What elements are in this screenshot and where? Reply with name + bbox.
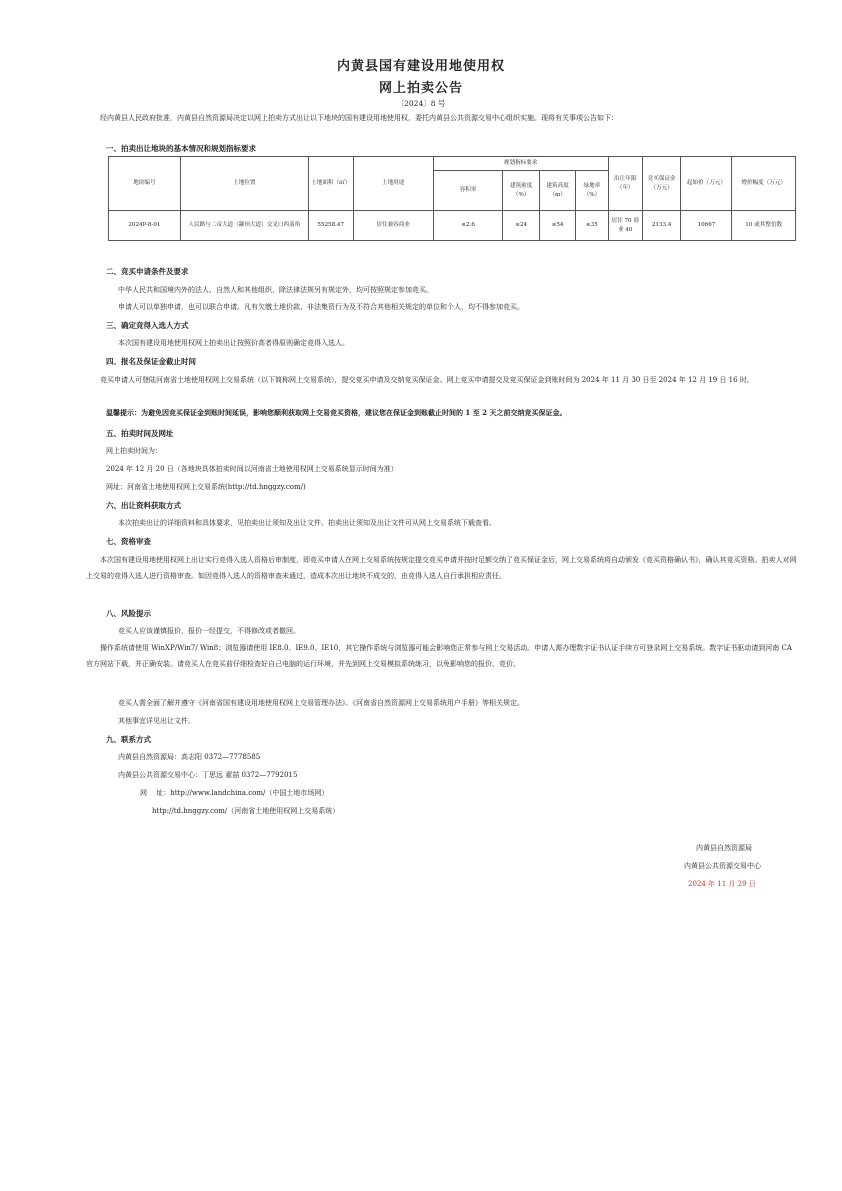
header-deposit: 竞买保证金（万元）	[642, 157, 681, 211]
signature-org-2: 内黄县公共资源交易中心	[684, 862, 761, 870]
section8-heading: 八、风险提示	[106, 609, 151, 618]
contact-website-2: http://td.hnggzy.com/（河南省土地使用权网上交易系统）	[152, 807, 340, 815]
document-number: 〔2024〕8 号	[396, 99, 446, 108]
cell-start-price: 10667	[681, 211, 732, 241]
section7-paragraph-1: 本次国有建设用地使用权网上出让实行竞得入选人资格后审制度，即竞买申请人在网上交易系统按规定提交竞买申请并按时足额交纳了竞买保证金后，网上交易系统将自动颁发《竞买资格确认书》，确认其竞买资格。拍卖人对网上交易的竞得入选人进行资格审查。如因竞得入选人的资格审查未通过，造成本次出让地块不成交的，由竞得入选人自行承担相应责任。	[86, 556, 797, 580]
section3-paragraph-1: 本次国有建设用地使用权网上拍卖出让按照价高者得原则确定竞得入选人。	[118, 339, 349, 347]
document-title: 内黄县国有建设用地使用权	[336, 59, 505, 74]
header-density: 建筑密度（%）	[503, 171, 539, 211]
document-subtitle: 网上拍卖公告	[378, 81, 463, 96]
header-increment: 增价幅度（万元）	[732, 157, 796, 211]
contact-website-1: 网 址：http://www.landchina.com/（中国土地市场网）	[140, 789, 329, 797]
header-term: 出让年限（年）	[608, 157, 642, 211]
header-use: 土地用途	[353, 157, 433, 211]
section2-paragraph-1: 中华人民共和国境内外的法人、自然人和其他组织，除法律法规另有规定外，均可按照规定参加竞买。	[118, 286, 433, 294]
header-area: 土地面积（㎡）	[308, 157, 353, 211]
cell-parcel-no: 2024P-8-01	[109, 211, 181, 241]
section8-paragraph-3: 竞买人需全面了解并遵守《河南省国有建设用地使用权网上交易管理办法》、《河南省自然资源网上交易系统用户手册》等相关规定。	[118, 699, 524, 707]
section9-heading: 九、联系方式	[106, 735, 151, 744]
section2-paragraph-2: 申请人可以单独申请，也可以联合申请。凡有欠缴土地价款、非法集资行为及不符合其他相关规定的单位和个人，均不得参加竞买。	[118, 303, 524, 311]
land-parcel-table	[108, 156, 796, 241]
warning-notice: 温馨提示：为避免因竞买保证金到账时间延误，影响您顺利获取网上交易竞买资格，建议您在保证金到账截止时间的 1 至 2 天之前交纳竞买保证金。	[106, 408, 567, 417]
section8-paragraph-1: 竞买人应该谨慎报价，报价一经提交，不得修改或者撤回。	[118, 627, 300, 635]
header-parcel-no: 地块编号	[109, 157, 181, 211]
cell-deposit: 2133.4	[642, 211, 681, 241]
cell-density: ≤24	[503, 211, 539, 241]
section6-heading: 六、出让资料获取方式	[106, 501, 181, 510]
cell-location: 人民路与二帝大道（颛顼大道）交叉口西南角	[180, 211, 308, 241]
contact-natural-resources: 内黄县自然资源局：高志阳 0372—7778585	[118, 753, 261, 761]
signature-org-1: 内黄县自然资源局	[696, 844, 752, 852]
signature-date: 2024 年 11 月 29 日	[688, 880, 756, 888]
cell-green: ≥35	[576, 211, 608, 241]
header-green: 绿地率（%）	[576, 171, 608, 211]
contact-trading-center: 内黄县公共资源交易中心：丁思远 翟喆 0372—7792015	[118, 771, 298, 779]
section3-heading: 三、确定竞得入选人方式	[106, 321, 189, 330]
header-planning: 规划指标要求	[433, 157, 608, 171]
cell-far: ≤2.6	[433, 211, 503, 241]
section4-heading: 四、报名及保证金截止时间	[106, 357, 196, 366]
auction-website: 网址：河南省土地使用权网上交易系统(http://td.hnggzy.com/)	[106, 483, 306, 491]
cell-increment: 10 或其整倍数	[732, 211, 796, 241]
auction-time-value: 2024 年 12 月 20 日（各地块具体拍卖时间以河南省土地使用权网上交易系统显示时间为准）	[106, 465, 398, 473]
section6-paragraph-1: 本次拍卖出让的详细资料和具体要求，见拍卖出让须知及出让文件。拍卖出让须知及出让文件可从网上交易系统下载查看。	[118, 519, 496, 527]
header-location: 土地位置	[180, 157, 308, 211]
cell-area: 55258.47	[308, 211, 353, 241]
section5-heading: 五、拍卖时间及网址	[106, 429, 174, 438]
cell-height: ≤54	[539, 211, 575, 241]
cell-use: 居住兼容商业	[353, 211, 433, 241]
section2-heading: 二、竞买申请条件及要求	[106, 267, 189, 276]
header-start-price: 起始价（万元）	[681, 157, 732, 211]
section8-paragraph-4: 其他事宜详见出让文件。	[118, 717, 195, 725]
section7-heading: 七、资格审查	[106, 537, 151, 546]
cell-term: 居住 70 商业 40	[608, 211, 642, 241]
header-height: 建筑高度（m）	[539, 171, 575, 211]
section8-paragraph-2: 操作系统请使用 WinXP/Win7/ Win8；浏览器请使用 IE8.0、IE9.0、IE10，其它操作系统与浏览器可能会影响您正常参与网上交易活动。申请人需办理数字证书认证手续方可登录网上交易系统。数字证书驱动请到河南 CA 官方网站下载，并正确安装。请竞买人在竞买前仔细检查好自己电脑的运行环境，并先到网上交易模拟系统练习，以免影响您的报价、竞价。	[86, 644, 792, 668]
header-far: 容积率	[433, 171, 503, 211]
auction-time-label: 网上拍卖时间为：	[106, 447, 162, 455]
table-row	[109, 211, 796, 241]
section1-heading: 一、拍卖出让地块的基本情况和规划指标要求	[106, 144, 256, 153]
section4-paragraph-1: 竞买申请人可登陆河南省土地使用权网上交易系统（以下简称网上交易系统），提交竞买申请及交纳竞买保证金。网上竞买申请提交及竞买保证金到账时间为 2024 年 11 月 30 日至 2024 年 12 月 19 日 16 时。	[100, 376, 754, 384]
intro-paragraph: 经内黄县人民政府批准，内黄县自然资源局决定以网上拍卖方式出让以下地块的国有建设用地使用权，委托内黄县公共资源交易中心组织实施。现将有关事项公告如下：	[100, 114, 618, 122]
